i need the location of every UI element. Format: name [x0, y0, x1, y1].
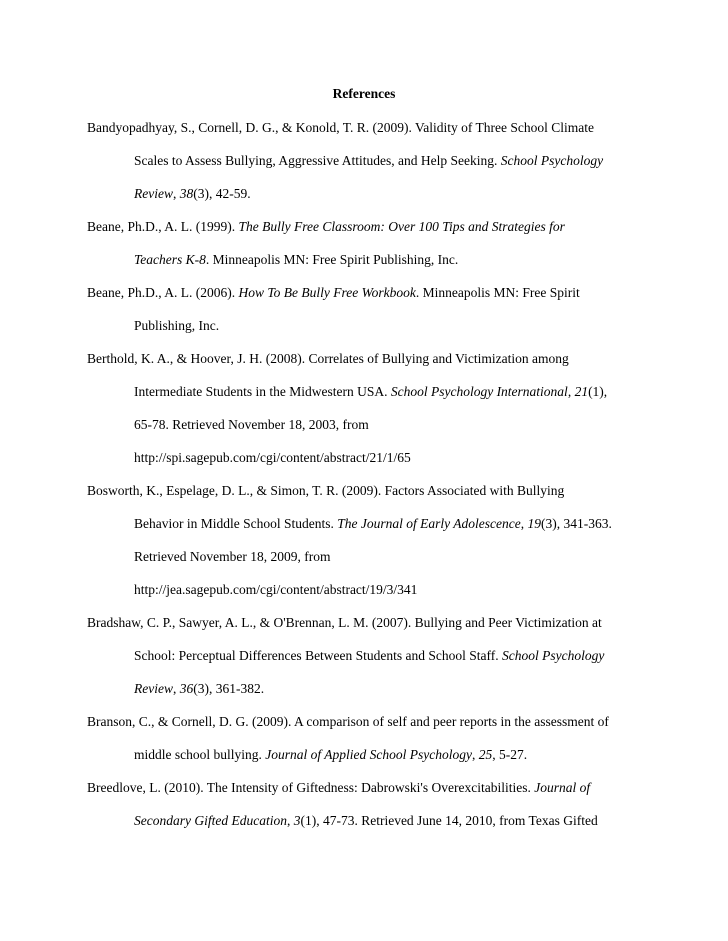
reference-line: Review, 36(3), 361-382.	[134, 681, 265, 696]
reference-url[interactable]: http://spi.sagepub.com/cgi/content/abstract/21/1/65	[134, 450, 411, 465]
reference-line: Berthold, K. A., & Hoover, J. H. (2008). Correlates of Bullying and Victimization among	[87, 351, 569, 366]
reference-line: Intermediate Students in the Midwestern USA. School Psychology International, 21(1),	[134, 384, 608, 399]
reference-line: Review, 38(3), 42-59.	[134, 186, 251, 201]
reference-line: 65-78. Retrieved November 18, 2003, from	[134, 417, 369, 432]
reference-line: Bandyopadhyay, S., Cornell, D. G., & Konold, T. R. (2009). Validity of Three School Climate	[87, 120, 594, 135]
reference-line: Publishing, Inc.	[134, 318, 220, 333]
reference-line: Secondary Gifted Education, 3(1), 47-73. Retrieved June 14, 2010, from Texas Gifted	[134, 813, 598, 828]
reference-line: Retrieved November 18, 2009, from	[134, 549, 331, 564]
page-title: References	[332, 86, 396, 101]
reference-line: Beane, Ph.D., A. L. (2006). How To Be Bully Free Workbook. Minneapolis MN: Free Spirit	[87, 285, 580, 300]
reference-line: School: Perceptual Differences Between Students and School Staff. School Psychology	[134, 648, 605, 663]
reference-line: Scales to Assess Bullying, Aggressive Attitudes, and Help Seeking. School Psychology	[134, 153, 604, 168]
reference-line: Beane, Ph.D., A. L. (1999). The Bully Free Classroom: Over 100 Tips and Strategies for	[87, 219, 565, 234]
reference-line: middle school bullying. Journal of Applied School Psychology, 25, 5-27.	[134, 747, 528, 762]
reference-line: Bosworth, K., Espelage, D. L., & Simon, T. R. (2009). Factors Associated with Bullying	[87, 483, 565, 498]
reference-line: Breedlove, L. (2010). The Intensity of Giftedness: Dabrowski's Overexcitabilities. Journal of	[87, 780, 591, 795]
reference-url[interactable]: http://jea.sagepub.com/cgi/content/abstract/19/3/341	[134, 582, 418, 597]
reference-line: Bradshaw, C. P., Sawyer, A. L., & O'Brennan, L. M. (2007). Bullying and Peer Victimization at	[87, 615, 602, 630]
reference-line: Branson, C., & Cornell, D. G. (2009). A comparison of self and peer reports in the assessment of	[87, 714, 609, 729]
reference-line: Behavior in Middle School Students. The Journal of Early Adolescence, 19(3), 341-363.	[134, 516, 612, 531]
reference-line: Teachers K-8. Minneapolis MN: Free Spirit Publishing, Inc.	[134, 252, 459, 267]
